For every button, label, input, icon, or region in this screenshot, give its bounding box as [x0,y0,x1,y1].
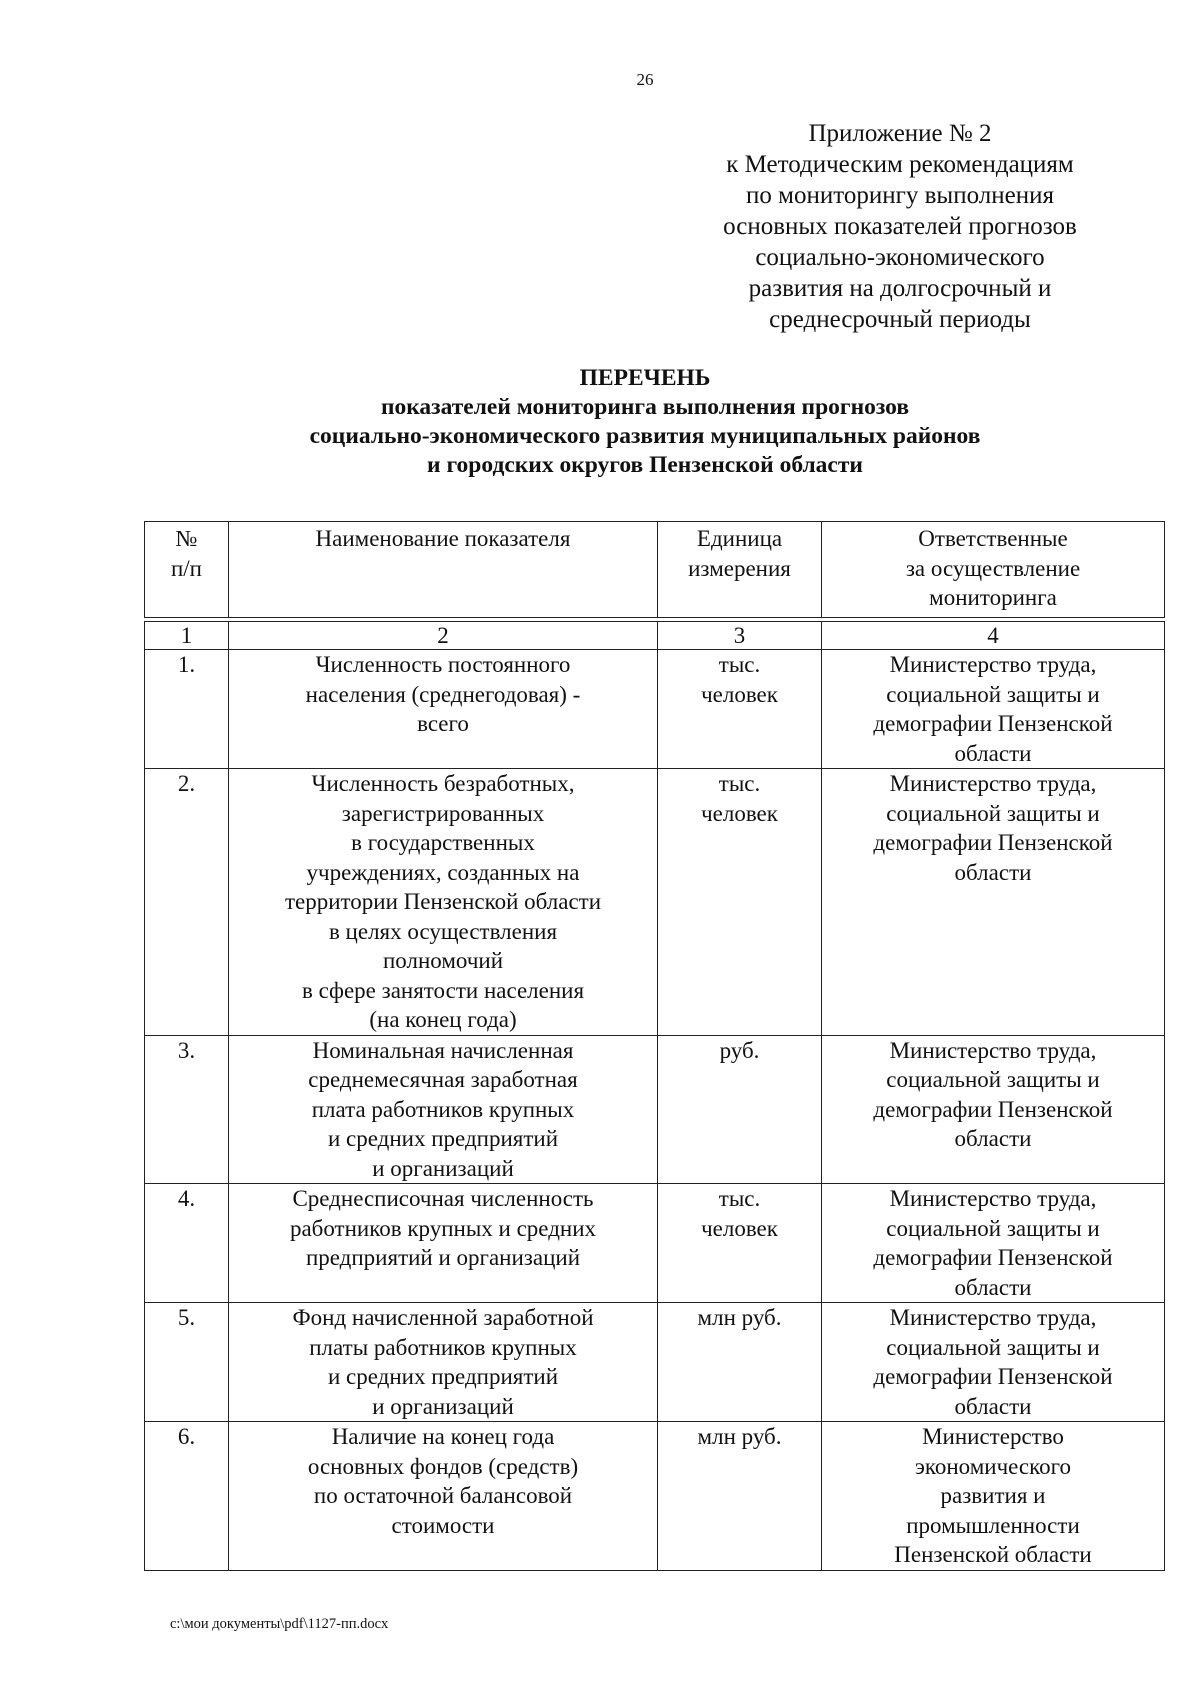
indicator-name-cell-line: стоимости [391,1512,495,1538]
indicator-name-cell [229,1184,658,1303]
unit-cell [658,1184,822,1303]
row-number-cell: 5. [145,1303,229,1422]
header-text: Ответственные [918,526,1068,551]
appendix-line: к Методическим рекомендациям [726,151,1074,178]
table-row [145,1184,1165,1303]
responsible-cell-line: Министерство труда, [889,652,1097,677]
indicator-name-cell [229,1035,658,1184]
responsible-cell [822,1184,1165,1303]
indicator-name-cell-line: Среднесписочная численность [292,1186,594,1211]
header-text: Единица [696,526,783,551]
title-line: социально-экономического развития муниципальных районов [309,423,981,449]
header-text: измерения [688,555,791,581]
unit-cell [658,1422,822,1571]
indicator-name-cell [229,769,658,1036]
row-number-cell: 4. [145,1184,229,1303]
indicator-name-cell-line: среднемесячная заработная [308,1067,578,1092]
unit-cell-line: млн руб. [697,1305,782,1330]
responsible-cell [822,1035,1165,1184]
indicator-name-cell-line: основных фондов (средств) [307,1453,579,1479]
row-number-cell: 6. [145,1422,229,1571]
indicator-name-cell-line: в государственных [351,830,535,855]
header-cell-name [229,522,658,618]
indicator-name-cell-line: территории Пензенской области [284,889,602,914]
column-number: 3 [658,622,822,650]
indicator-name-cell-line: зарегистрированных [341,800,545,826]
title-line: и городских округов Пензенской области [427,452,863,478]
title-line: ПЕРЕЧЕНЬ [579,365,711,391]
appendix-note [690,118,1110,335]
responsible-cell-line: экономического [914,1453,1072,1479]
file-path-footer: c:\мои документы\pdf\1127-пп.docx [170,1616,389,1632]
responsible-cell-line: области [954,740,1032,766]
unit-cell-line: человек [701,1215,778,1241]
appendix-line: по мониторингу выполнения [746,182,1054,209]
appendix-line: Приложение № 2 [808,120,992,147]
unit-cell [658,769,822,1036]
responsible-cell-line: области [954,859,1032,885]
column-number: 4 [822,622,1165,650]
responsible-cell [822,769,1165,1036]
column-number: 2 [229,622,658,650]
table-row [145,769,1165,1036]
appendix-line: развития на долгосрочный и [748,275,1052,302]
responsible-cell-line: области [954,1274,1032,1300]
header-cell-responsible [822,522,1165,618]
unit-cell-line: человек [701,681,778,707]
column-number: 1 [145,622,229,650]
indicators-table [144,621,1165,1571]
responsible-cell-line: Министерство [922,1424,1064,1449]
unit-cell [658,1035,822,1184]
responsible-cell-line: промышленности [906,1512,1080,1538]
indicator-name-cell [229,1422,658,1571]
indicator-name-cell-line: и средних предприятий [327,1126,559,1151]
responsible-cell [822,650,1165,769]
appendix-line: среднесрочный периоды [769,306,1031,333]
page-number: 26 [636,70,654,89]
column-number-row [145,622,1165,650]
indicator-name-cell-line: и организаций [372,1393,514,1419]
unit-cell [658,650,822,769]
responsible-cell-line: демографии Пензенской [873,830,1113,855]
responsible-cell-line: социальной защиты и [886,1215,1100,1241]
responsible-cell-line: социальной защиты и [886,800,1100,826]
responsible-cell-line: Министерство труда, [889,1305,1097,1330]
indicator-name-cell-line: населения (среднегодовая) - [305,681,581,707]
title-line: показателей мониторинга выполнения прогнозов [380,394,910,420]
header-cell-num [145,522,229,618]
header-cell-unit [658,522,822,618]
unit-cell-line: тыс. [718,1186,761,1211]
header-text: мониторинга [929,585,1057,610]
unit-cell [658,1303,822,1422]
header-text: за осуществление [905,555,1081,581]
responsible-cell-line: Министерство труда, [889,771,1097,796]
table-header [144,521,1165,618]
indicator-name-cell-line: плата работников крупных [311,1096,575,1122]
indicator-name-cell-line: по остаточной балансовой [313,1483,573,1508]
responsible-cell-line: демографии Пензенской [873,1096,1113,1122]
indicator-name-cell [229,650,658,769]
indicator-name-cell [229,1303,658,1422]
responsible-cell-line: области [954,1126,1032,1151]
responsible-cell-line: демографии Пензенской [873,1364,1113,1389]
indicator-name-cell-line: и средних предприятий [327,1364,559,1389]
header-text: п/п [170,555,202,581]
indicator-name-cell-line: в целях осуществления [328,918,558,944]
responsible-cell-line: области [954,1393,1032,1419]
appendix-line: основных показателей прогнозов [723,213,1077,240]
responsible-cell-line: развития и [940,1483,1046,1508]
unit-cell-line: тыс. [718,652,761,677]
header-row [145,522,1165,618]
appendix-line: социально-экономического [755,244,1045,271]
indicator-name-cell-line: (на конец года) [369,1007,517,1032]
document-title [140,364,1150,480]
responsible-cell-line: Министерство труда, [889,1037,1097,1063]
responsible-cell-line: Министерство труда, [889,1186,1097,1211]
indicator-name-cell-line: и организаций [372,1155,514,1181]
table-row [145,1035,1165,1184]
indicator-name-cell-line: предприятий и организаций [305,1245,581,1270]
indicator-name-cell-line: в сфере занятости населения [301,977,585,1003]
responsible-cell-line: социальной защиты и [886,681,1100,707]
header-text: № [175,526,198,551]
table-row [145,1422,1165,1571]
indicator-name-cell-line: Численность постоянного [315,652,571,677]
indicator-name-cell-line: всего [417,711,469,736]
indicator-name-cell-line: Фонд начисленной заработной [292,1305,594,1330]
indicator-name-cell-line: Численность безработных, [311,771,575,796]
unit-cell-line: млн руб. [697,1424,782,1449]
row-number-cell: 1. [145,650,229,769]
responsible-cell-line: Пензенской области [894,1542,1092,1567]
responsible-cell-line: социальной защиты и [886,1067,1100,1092]
table-row [145,650,1165,769]
responsible-cell-line: демографии Пензенской [873,1245,1113,1270]
table-row [145,1303,1165,1422]
indicator-name-cell-line: учреждениях, созданных на [306,859,580,885]
indicator-name-cell-line: Наличие на конец года [331,1424,555,1449]
responsible-cell-line: демографии Пензенской [873,711,1113,736]
indicator-name-cell-line: работников крупных и средних [289,1215,597,1241]
unit-cell-line: тыс. [718,771,761,796]
indicator-name-cell-line: платы работников крупных [309,1334,577,1360]
row-number-cell: 3. [145,1035,229,1184]
indicator-name-cell-line: Номинальная начисленная [312,1037,574,1063]
unit-cell-line: руб. [719,1037,760,1063]
unit-cell-line: человек [701,800,778,826]
responsible-cell [822,1303,1165,1422]
responsible-cell-line: социальной защиты и [886,1334,1100,1360]
row-number-cell: 2. [145,769,229,1036]
indicator-name-cell-line: полномочий [383,948,503,973]
header-text: Наименование показателя [315,526,571,551]
responsible-cell [822,1422,1165,1571]
